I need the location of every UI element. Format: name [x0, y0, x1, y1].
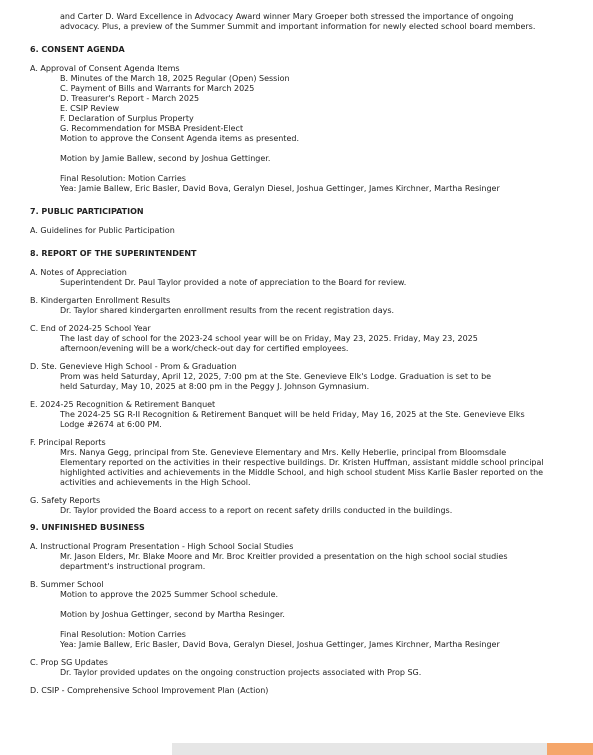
item-title: D. CSIP - Comprehensive School Improvement Plan (Action) [30, 686, 269, 695]
final-resolution: Final Resolution: Motion Carries [60, 630, 186, 639]
item-text: afternoon/evening will be a work/check-out day for certified employees. [60, 344, 349, 353]
section-title-consent-agenda: 6. CONSENT AGENDA [30, 45, 125, 54]
item-text: activities and achievements in the High School. [60, 478, 251, 487]
horizontal-scrollbar[interactable] [0, 743, 593, 755]
item-text: Dr. Taylor shared kindergarten enrollment results from the recent registration days. [60, 306, 395, 315]
item-text: The last day of school for the 2023-24 school year will be on Friday, May 23, 2025. Friday, May 23, 2025 [60, 334, 478, 343]
unfinished-item-b [30, 580, 570, 650]
item-text: Elementary reported on the activities in their respective buildings. Dr. Kristen Huffman, assistant middle school principal [60, 458, 544, 467]
vote-yea: Yea: Jamie Ballew, Eric Basler, David Bova, Geralyn Diesel, Joshua Gettinger, James Kirchner, Martha Resinger [60, 184, 500, 193]
unfinished-item-d [30, 686, 570, 696]
unfinished-item-c [30, 658, 570, 678]
superintendent-item-d [30, 362, 570, 392]
consent-agenda-item-a [30, 64, 570, 194]
unfinished-item-a [30, 542, 570, 572]
superintendent-item-e [30, 400, 570, 430]
list-item: D. Treasurer's Report - March 2025 [60, 94, 200, 103]
motion-text: Motion to approve the Consent Agenda items as presented. [60, 134, 299, 143]
consent-list [30, 74, 570, 194]
section-title-public-participation: 7. PUBLIC PARTICIPATION [30, 207, 144, 216]
item-title: C. End of 2024-25 School Year [30, 324, 151, 333]
item-title: B. Kindergarten Enrollment Results [30, 296, 171, 305]
item-text: held Saturday, May 10, 2025 at 8:00 pm in the Peggy J. Johnson Gymnasium. [60, 382, 370, 391]
motion-text: Motion to approve the 2025 Summer School schedule. [60, 590, 279, 599]
item-text: department's instructional program. [60, 562, 206, 571]
item-title: B. Summer School [30, 580, 104, 589]
list-item: E. CSIP Review [60, 104, 120, 113]
motion-by: Motion by Joshua Gettinger, second by Martha Resinger. [60, 610, 285, 619]
section-title-unfinished-business: 9. UNFINISHED BUSINESS [30, 523, 145, 532]
item-text: Prom was held Saturday, April 12, 2025, 7:00 pm at the Ste. Genevieve Elk's Lodge. Graduation is set to be [60, 372, 492, 381]
superintendent-item-f [30, 438, 570, 488]
item-text: Mrs. Nanya Gegg, principal from Ste. Genevieve Elementary and Mrs. Kelly Heberlie, principal from Bloomsdale [60, 448, 507, 457]
item-text: Dr. Taylor provided the Board access to a report on recent safety drills conducted in the buildings. [60, 506, 453, 515]
public-participation-item-a [30, 226, 570, 236]
intro-paragraph [30, 12, 570, 32]
item-text: highlighted activities and achievements in the Middle School, and high school student Miss Karlie Basler reported on the [60, 468, 544, 477]
list-item: G. Recommendation for MSBA President-Elect [60, 124, 244, 133]
superintendent-item-c [30, 324, 570, 354]
motion-by: Motion by Jamie Ballew, second by Joshua Gettinger. [60, 154, 271, 163]
list-item: B. Minutes of the March 18, 2025 Regular (Open) Session [60, 74, 290, 83]
section-title-superintendent-report: 8. REPORT OF THE SUPERINTENDENT [30, 249, 197, 258]
item-text: Mr. Jason Elders, Mr. Blake Moore and Mr. Broc Kreitler provided a presentation on the high school social studies [60, 552, 508, 561]
item-text: Superintendent Dr. Paul Taylor provided a note of appreciation to the Board for review. [60, 278, 407, 287]
item-title: A. Approval of Consent Agenda Items [30, 64, 180, 73]
item-title: A. Notes of Appreciation [30, 268, 127, 277]
item-title: A. Guidelines for Public Participation [30, 226, 175, 235]
item-title: A. Instructional Program Presentation - High School Social Studies [30, 542, 294, 551]
superintendent-item-g [30, 496, 570, 516]
item-text: Dr. Taylor provided updates on the ongoing construction projects associated with Prop SG. [60, 668, 422, 677]
scrollbar-thumb[interactable] [547, 743, 593, 755]
minutes-document [30, 0, 570, 704]
item-text: The 2024-25 SG R-II Recognition & Retirement Banquet will be held Friday, May 16, 2025 at the Ste. Genevieve Elks [60, 410, 525, 419]
intro-line: advocacy. Plus, a preview of the Summer Summit and important information for newly elected school board members. [60, 22, 536, 31]
intro-line: and Carter D. Ward Excellence in Advocacy Award winner Mary Groeper both stressed the importance of ongoing [60, 12, 514, 21]
final-resolution: Final Resolution: Motion Carries [60, 174, 186, 183]
list-item: C. Payment of Bills and Warrants for March 2025 [60, 84, 255, 93]
item-title: C. Prop SG Updates [30, 658, 108, 667]
item-title: F. Principal Reports [30, 438, 106, 447]
item-title: G. Safety Reports [30, 496, 101, 505]
superintendent-item-b [30, 296, 570, 316]
item-title: D. Ste. Genevieve High School - Prom & Graduation [30, 362, 237, 371]
scrollbar-track[interactable] [172, 743, 547, 755]
item-text: Lodge #2674 at 6:00 PM. [60, 420, 162, 429]
superintendent-item-a [30, 268, 570, 288]
list-item: F. Declaration of Surplus Property [60, 114, 194, 123]
item-title: E. 2024-25 Recognition & Retirement Banquet [30, 400, 216, 409]
vote-yea: Yea: Jamie Ballew, Eric Basler, David Bova, Geralyn Diesel, Joshua Gettinger, James Kirchner, Martha Resinger [60, 640, 500, 649]
